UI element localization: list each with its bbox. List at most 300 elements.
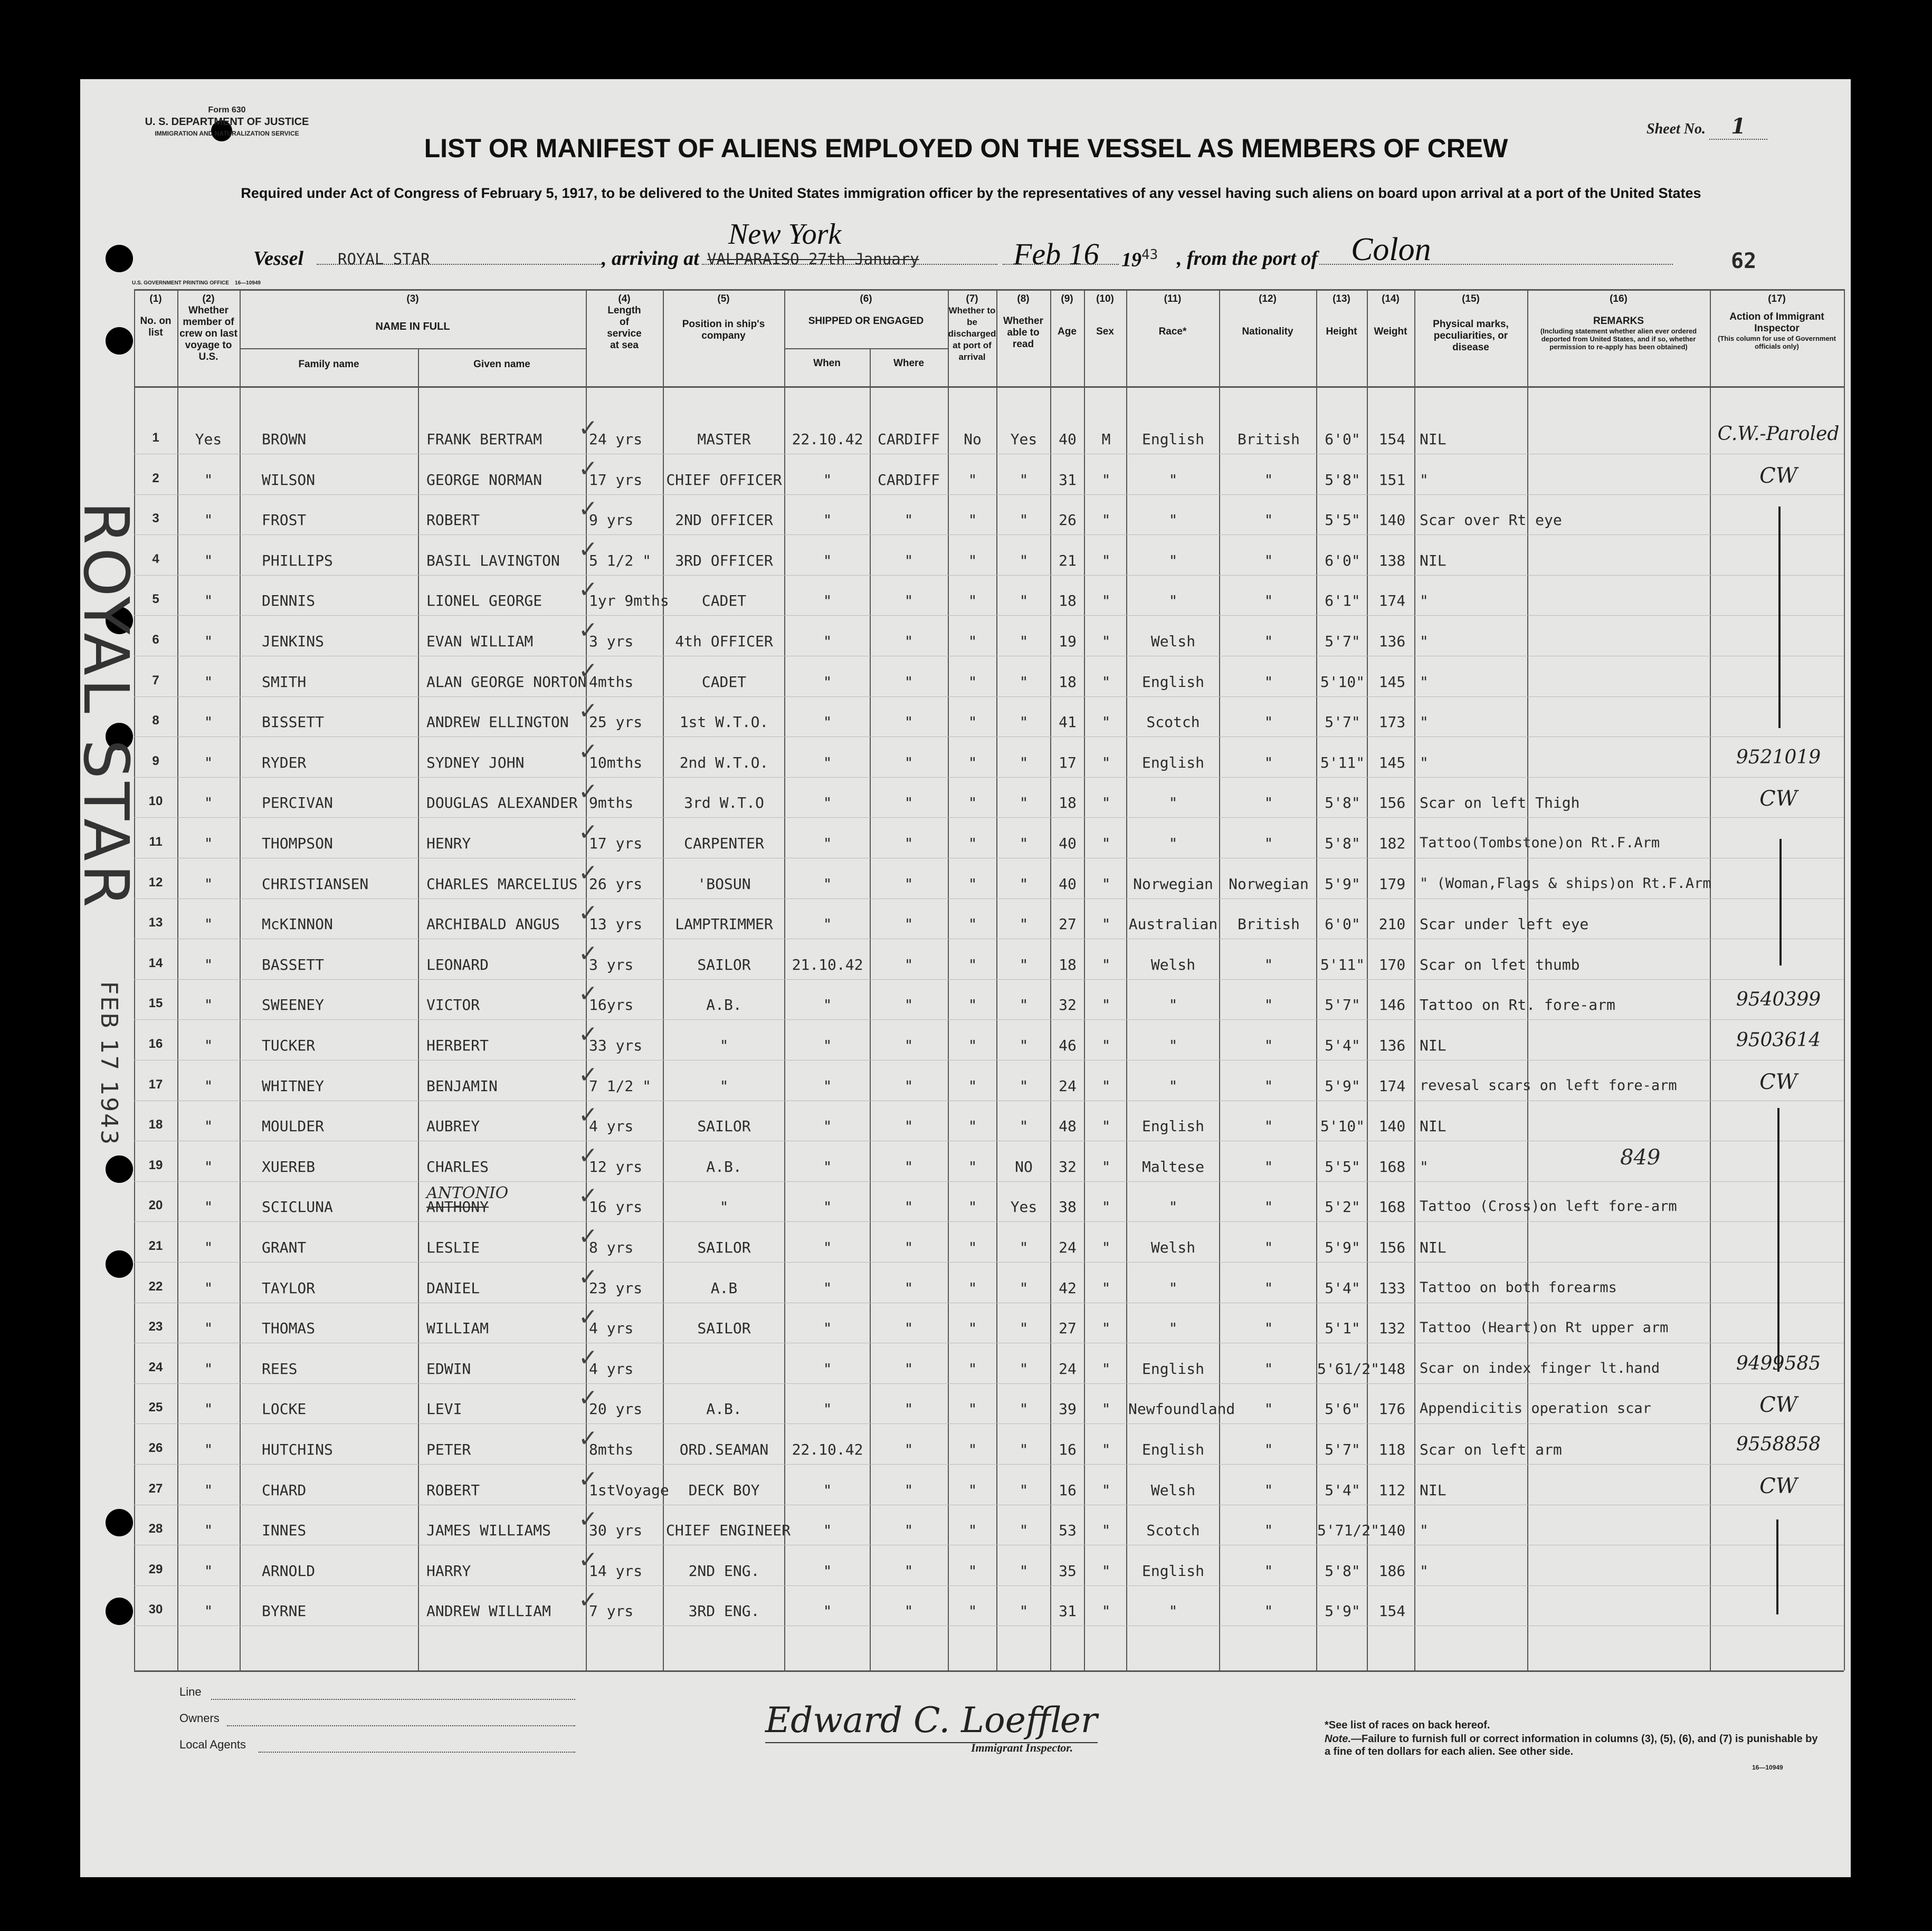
service-length: 24 yrs [589,431,643,448]
check-mark-icon: ✓ [578,657,598,684]
last-voyage: " [204,875,213,893]
race: " [1168,511,1178,529]
able-to-read: " [1019,1481,1029,1499]
shipped-where: " [904,592,913,610]
shipped-where: " [904,1077,913,1095]
height: 6'0" [1325,431,1360,448]
height: 6'1" [1325,592,1360,610]
able-to-read: " [1019,1320,1029,1337]
service-length: 4mths [589,673,634,691]
height: 5'9" [1325,1077,1360,1095]
age: 27 [1059,915,1077,933]
family-name: PHILLIPS [262,551,333,569]
position: A.B [710,1279,738,1297]
age: 18 [1059,955,1077,973]
physical-marks: Tattoo on Rt. fore-arm [1420,996,1615,1014]
race: " [1168,1602,1178,1620]
last-voyage: " [204,471,213,489]
shipped-when: " [823,915,832,933]
service-length: 3 yrs [589,633,634,650]
family-name: FROST [262,511,307,529]
position: DECK BOY [688,1481,760,1499]
remarks: 849 [1620,1145,1661,1170]
department: U. S. DEPARTMENT OF JUSTICE [145,116,309,128]
shipped-where: " [904,511,913,529]
discharged: " [968,1441,977,1458]
col-where: Where [893,358,925,369]
weight: 186 [1378,1562,1406,1580]
sex: " [1101,1037,1111,1054]
sex: " [1101,1158,1111,1175]
race: English [1141,431,1204,448]
able-to-read: Yes [1010,431,1038,448]
given-name: LIONEL GEORGE [426,592,543,610]
check-mark-icon: ✓ [578,576,598,604]
inspector-action: CW [1759,1069,1797,1094]
able-to-read: " [1019,1279,1029,1297]
nationality: " [1264,1562,1273,1580]
service-length: 3 yrs [589,955,634,973]
check-mark-icon: ✓ [578,980,598,1008]
given-name: LEVI [426,1400,462,1418]
height: 5'9" [1325,1239,1360,1256]
age: 40 [1059,835,1077,852]
height: 5'4" [1325,1481,1360,1499]
check-mark-icon: ✓ [578,738,598,765]
family-name: REES [262,1360,298,1378]
weight: 132 [1378,1320,1406,1337]
position: 1st W.T.O. [679,713,769,731]
shipped-when: " [823,1400,832,1418]
row-number: 25 [148,1400,163,1415]
last-voyage: " [204,1320,213,1337]
row-number: 18 [148,1117,163,1132]
position: SAILOR [697,955,751,973]
physical-marks: Scar on left Thigh [1420,794,1580,812]
sex: " [1101,1360,1111,1378]
check-mark-icon: ✓ [578,1304,598,1331]
sheet-number-value: 1 [1709,114,1767,140]
service-length: 10mths [589,753,643,771]
weight: 146 [1378,996,1406,1014]
sex: " [1101,551,1111,569]
race: " [1168,996,1178,1014]
able-to-read: " [1019,915,1029,933]
sex: " [1101,1522,1111,1540]
page-number: 62 [1731,249,1757,273]
inspector-action: CW [1759,1393,1797,1418]
physical-marks: NIL [1420,1117,1446,1135]
physical-marks: Scar on index finger lt.hand [1420,1360,1660,1376]
col-read: (8) Whether able to read [1003,293,1043,350]
race: " [1168,1198,1178,1216]
shipped-when: " [823,875,832,893]
sex: " [1101,713,1111,731]
shipped-when: " [823,673,832,691]
race: " [1168,551,1178,569]
position: SAILOR [697,1117,751,1135]
last-voyage: " [204,1037,213,1054]
shipped-where: " [904,1320,913,1337]
agents-label: Local Agents [179,1738,246,1751]
row-number: 3 [152,511,159,526]
row-number: 29 [148,1562,163,1576]
family-name: WHITNEY [262,1077,325,1095]
able-to-read: " [1019,1037,1029,1054]
last-voyage: " [204,1117,213,1135]
service-length: 7 1/2 " [589,1077,652,1095]
col-when: When [813,358,841,369]
position: A.B. [706,996,742,1014]
arrival-year: $19^{43}$ [1121,247,1158,271]
able-to-read: " [1019,633,1029,650]
nationality: British [1237,431,1300,448]
shipped-where: " [904,673,913,691]
shipped-where: " [904,753,913,771]
weight: 136 [1378,633,1406,650]
service-length: 8 yrs [589,1239,634,1256]
position: CHIEF ENGINEER [666,1522,791,1540]
family-name: JENKINS [262,633,325,650]
age: 16 [1059,1481,1077,1499]
discharged: " [968,1522,977,1540]
sex: " [1101,753,1111,771]
able-to-read: " [1019,1400,1029,1418]
position: CHIEF OFFICER [666,471,782,489]
given-name: BENJAMIN [426,1077,498,1095]
age: 27 [1059,1320,1077,1337]
age: 18 [1059,794,1077,812]
row-number: 15 [148,996,163,1011]
row-number: 10 [148,794,163,809]
race: English [1141,1360,1204,1378]
physical-marks: NIL [1420,431,1446,448]
discharged: " [968,1037,977,1054]
service: IMMIGRATION AND NATURALIZATION SERVICE [155,130,299,137]
sex: M [1101,431,1111,448]
nationality: " [1264,1602,1273,1620]
race-note: *See list of races on back hereof. [1325,1719,1490,1731]
shipped-where: " [904,1239,913,1256]
service-length: 16 yrs [589,1198,643,1216]
able-to-read: " [1019,794,1029,812]
printing-office: U.S. GOVERNMENT PRINTING OFFICE 16—10949 [132,280,261,286]
row-number: 28 [148,1522,163,1536]
nationality: " [1264,511,1273,529]
row-number: 16 [148,1037,163,1051]
height: 5'7" [1325,713,1360,731]
family-name: XUEREB [262,1158,316,1175]
service-length: 33 yrs [589,1037,643,1054]
shipped-when: " [823,1360,832,1378]
given-name: SYDNEY JOHN [426,753,525,771]
ditto-bracket [1778,506,1781,728]
age: 31 [1059,1602,1077,1620]
given-name: WILLIAM [426,1320,489,1337]
check-mark-icon: ✓ [578,1263,598,1290]
nationality: " [1264,592,1273,610]
weight: 145 [1378,673,1406,691]
given-name: CHARLES MARCELIUS [426,875,578,893]
shipped-when: " [823,1481,832,1499]
shipped-where: " [904,1279,913,1297]
given-name: HERBERT [426,1037,489,1054]
col-service: (4) Length of service at sea [607,293,642,351]
race: " [1168,1077,1178,1095]
last-voyage: " [204,551,213,569]
nationality: " [1264,713,1273,731]
given-name: HARRY [426,1562,471,1580]
age: 32 [1059,996,1077,1014]
arriving-label: , arriving at [602,247,699,270]
col-last-voyage: (2) Whether member of crew on last voyage to U.S. [179,293,237,362]
row-number: 27 [148,1481,163,1496]
row-number: 24 [148,1360,163,1374]
nationality: " [1264,1117,1273,1135]
given-name: BASIL LAVINGTON [426,551,560,569]
age: 24 [1059,1077,1077,1095]
able-to-read: " [1019,875,1029,893]
height: 5'11" [1320,955,1365,973]
given-name: JAMES WILLIAMS [426,1522,551,1540]
col-nationality: (12) Nationality [1242,293,1293,337]
col-action: (17) Action of Immigrant Inspector (This column for use of Government officials only) [1718,293,1836,350]
from-port-label: , from the port of [1177,247,1318,270]
shipped-when: " [823,1522,832,1540]
family-name: HUTCHINS [262,1441,333,1458]
discharged: " [968,1602,977,1620]
race: " [1168,794,1178,812]
able-to-read: " [1019,592,1029,610]
family-name: LOCKE [262,1400,307,1418]
punch-hole [106,1250,133,1278]
check-mark-icon: ✓ [578,1384,598,1412]
family-name: McKINNON [262,915,333,933]
shipped-when: 22.10.42 [792,1441,863,1458]
race: English [1141,1441,1204,1458]
shipped-where: " [904,835,913,852]
last-voyage: " [204,1481,213,1499]
position: CADET [701,673,747,691]
col-physical: (15) Physical marks, peculiarities, or disease [1433,293,1509,353]
discharged: " [968,551,977,569]
age: 41 [1059,713,1077,731]
height: 5'4" [1325,1037,1360,1054]
height: 5'61/2" [1317,1360,1380,1378]
shipped-when: 22.10.42 [792,431,863,448]
inspector-action: CW [1759,463,1797,488]
discharged: " [968,511,977,529]
last-voyage: " [204,955,213,973]
weight: 145 [1378,753,1406,771]
form-number: Form 630 [208,106,246,114]
position: 3RD OFFICER [675,551,773,569]
race: English [1141,673,1204,691]
col-family-name: Family name [298,359,359,370]
shipped-when: " [823,511,832,529]
last-voyage: " [204,794,213,812]
discharged: " [968,1400,977,1418]
service-length: 16yrs [589,996,634,1014]
shipped-when: " [823,1279,832,1297]
shipped-where: " [904,633,913,650]
age: 46 [1059,1037,1077,1054]
race: Welsh [1150,955,1196,973]
shipped-where: " [904,794,913,812]
inspector-signature: Edward C. Loeffler [765,1700,1098,1741]
discharged: " [968,633,977,650]
height: 6'0" [1325,551,1360,569]
last-voyage: " [204,1602,213,1620]
col-discharged: (7) Whether to be discharged at port of arrival [948,293,996,362]
given-name: LESLIE [426,1239,480,1256]
height: 5'10" [1320,1117,1365,1135]
race: Welsh [1150,1481,1196,1499]
sex: " [1101,1077,1111,1095]
inspector-action: 9521019 [1736,746,1821,768]
physical-marks: Tattoo (Cross)on left fore-arm [1420,1198,1677,1215]
date-stamp: FEB 17 1943 [96,981,122,1146]
col-sex: (10) Sex [1096,293,1114,337]
service-length: 1stVoyage [589,1481,669,1499]
age: 38 [1059,1198,1077,1216]
weight: 173 [1378,713,1406,731]
nationality: " [1264,1158,1273,1175]
inspector-action: 9540399 [1736,989,1821,1011]
given-name: FRANK BERTRAM [426,431,543,448]
sex: " [1101,511,1111,529]
check-mark-icon: ✓ [578,536,598,563]
height: 5'7" [1325,996,1360,1014]
shipped-when: " [823,835,832,852]
from-port: Colon [1351,232,1431,267]
shipped-when: " [823,1320,832,1337]
inspector-action: C.W.-Paroled [1717,423,1840,445]
shipped-where: " [904,1037,913,1054]
position: 2ND OFFICER [675,511,773,529]
given-name: HENRY [426,835,471,852]
vessel-label: Vessel [253,247,303,270]
given-name: CHARLES [426,1158,489,1175]
discharged: " [968,753,977,771]
position: " [719,1198,729,1216]
service-length: 13 yrs [589,915,643,933]
check-mark-icon: ✓ [578,900,598,927]
discharged: " [968,1077,977,1095]
physical-marks: " (Woman,Flags & ships)on Rt.F.Arm [1420,875,1711,892]
check-mark-icon: ✓ [578,1061,598,1088]
family-name: CHARD [262,1481,307,1499]
given-name: GEORGE NORMAN [426,471,543,489]
nationality: " [1264,1522,1273,1540]
shipped-when: " [823,592,832,610]
able-to-read: " [1019,673,1029,691]
race: " [1168,835,1178,852]
weight: 138 [1378,551,1406,569]
service-length: 4 yrs [589,1117,634,1135]
shipped-where: " [904,1602,913,1620]
service-length: 30 yrs [589,1522,643,1540]
physical-marks: " [1420,1158,1429,1175]
check-mark-icon: ✓ [578,415,598,442]
weight: 148 [1378,1360,1406,1378]
row-number: 5 [152,592,159,607]
weight: 154 [1378,431,1406,448]
physical-marks: NIL [1420,1481,1446,1499]
family-name: BYRNE [262,1602,307,1620]
height: 5'9" [1325,875,1360,893]
given-name: VICTOR [426,996,480,1014]
shipped-where: " [904,1522,913,1540]
page-subtitle: Required under Act of Congress of February 5, 1917, to be delivered to the United States immigration officer by the representatives of any vessel having such aliens on board upon arrival at a port of the United States [241,185,1701,201]
check-mark-icon: ✓ [578,1506,598,1533]
discharged: " [968,1320,977,1337]
age: 40 [1059,875,1077,893]
family-name: INNES [262,1522,307,1540]
signature-caption: Immigrant Inspector. [971,1741,1073,1754]
row-number: 21 [148,1239,163,1253]
able-to-read: " [1019,511,1029,529]
nationality: " [1264,753,1273,771]
shipped-when: " [823,1239,832,1256]
able-to-read: " [1019,835,1029,852]
position: LAMPTRIMMER [675,915,773,933]
last-voyage: " [204,835,213,852]
vessel-stamp: ROYAL STAR [70,501,142,911]
shipped-when: " [823,471,832,489]
row-number: 17 [148,1077,163,1092]
race: Welsh [1150,1239,1196,1256]
physical-marks: Tattoo (Heart)on Rt upper arm [1420,1320,1669,1336]
weight: 170 [1378,955,1406,973]
given-name: DOUGLAS ALEXANDER [426,794,578,812]
sex: " [1101,673,1111,691]
weight: 176 [1378,1400,1406,1418]
ditto-bracket [1779,839,1782,965]
discharged: " [968,1562,977,1580]
last-voyage: " [204,753,213,771]
height: 5'5" [1325,511,1360,529]
given-name: DANIEL [426,1279,480,1297]
physical-marks: Scar over Rt eye [1420,511,1562,529]
nationality: " [1264,1320,1273,1337]
discharged: " [968,1481,977,1499]
family-name: TUCKER [262,1037,316,1054]
sex: " [1101,592,1111,610]
age: 21 [1059,551,1077,569]
shipped-where: " [904,915,913,933]
check-mark-icon: ✓ [578,617,598,644]
physical-marks: Tattoo(Tombstone)on Rt.F.Arm [1420,835,1660,851]
last-voyage: " [204,592,213,610]
age: 40 [1059,431,1077,448]
nationality: " [1264,1481,1273,1499]
nationality: " [1264,1239,1273,1256]
age: 35 [1059,1562,1077,1580]
discharged: " [968,1158,977,1175]
inspector-action: CW [1759,1474,1797,1498]
row-number: 9 [152,753,159,768]
check-mark-icon: ✓ [578,1546,598,1573]
vessel-name: ROYAL STAR [338,250,430,268]
check-mark-icon: ✓ [578,495,598,523]
physical-marks: " [1420,1522,1429,1540]
position: 3rd W.T.O [684,794,764,812]
race: " [1168,592,1178,610]
check-mark-icon: ✓ [578,1102,598,1129]
weight: 168 [1378,1158,1406,1175]
col-weight: (14) Weight [1374,293,1407,337]
